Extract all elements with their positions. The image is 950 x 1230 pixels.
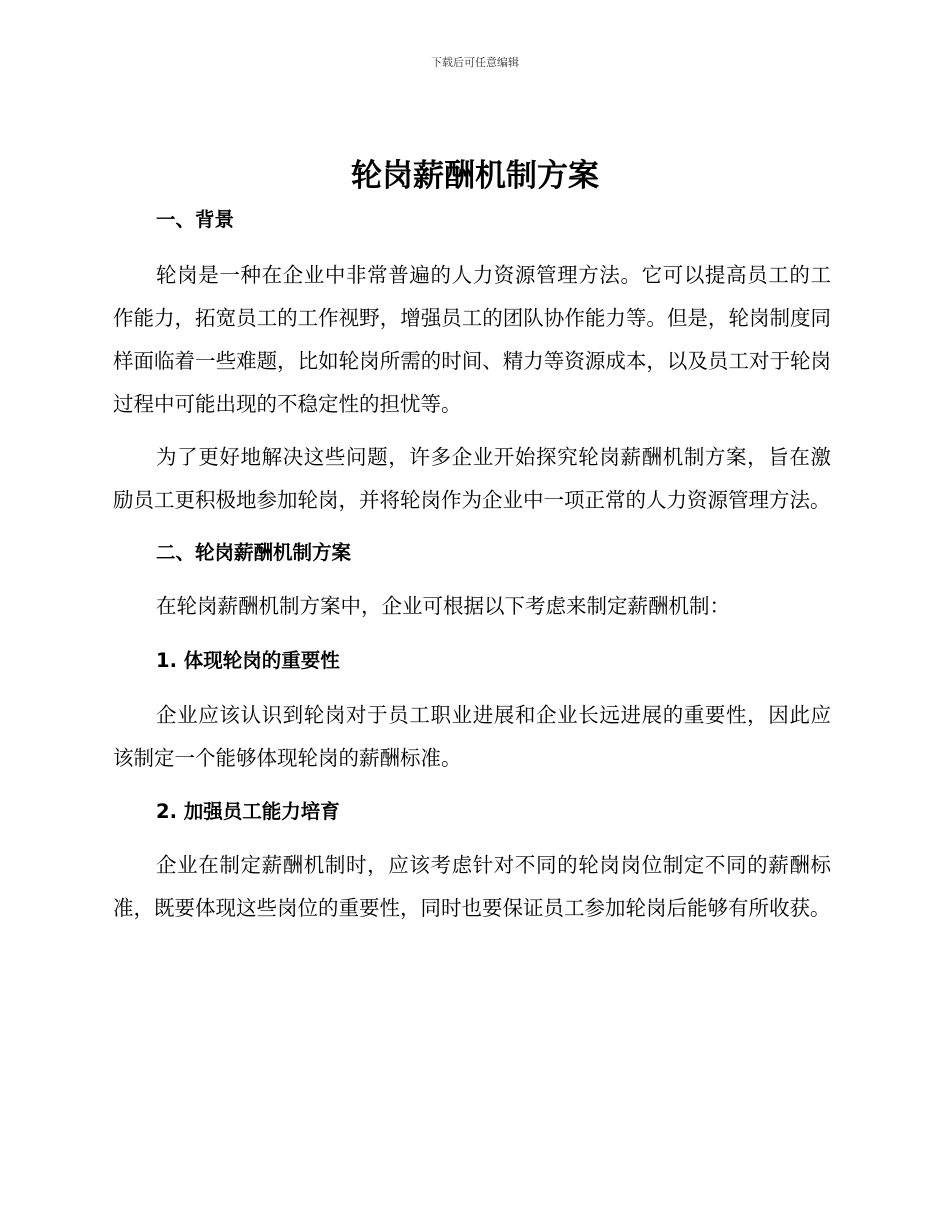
header-note: 下载后可任意编辑 [431, 56, 519, 69]
item-2-paragraph: 企业在制定薪酬机制时，应该考虑针对不同的轮岗岗位制定不同的薪酬标准，既要体现这些岗位的重要性，同时也要保证员工参加轮岗后能够有所收获。 [113, 853, 831, 920]
background-paragraph-2: 为了更好地解决这些问题，许多企业开始探究轮岗薪酬机制方案，旨在激励员工更积极地参加轮岗，并将轮岗作为企业中一项正常的人力资源管理方法。 [113, 445, 831, 512]
item-1-paragraph: 企业应该认识到轮岗对于员工职业进展和企业长远进展的重要性，因此应该制定一个能够体现轮岗的薪酬标准。 [113, 703, 831, 770]
background-paragraph-1: 轮岗是一种在企业中非常普遍的人力资源管理方法。它可以提高员工的工作能力，拓宽员工的工作视野，增强员工的团队协作能力等。但是，轮岗制度同样面临着一些难题，比如轮岗所需的时间、精力等资源成本，以及员工对于轮岗过程中可能出现的不稳定性的担忧等。 [113, 263, 831, 416]
subheading-item-1: 1. 体现轮岗的重要性 [156, 649, 340, 672]
section-heading-background: 一、背景 [156, 208, 235, 231]
document-body [113, 199, 831, 930]
subheading-item-2: 2. 加强员工能力培育 [156, 800, 340, 823]
section-heading-plan: 二、轮岗薪酬机制方案 [156, 541, 352, 564]
plan-intro-paragraph: 在轮岗薪酬机制方案中，企业可根据以下考虑来制定薪酬机制： [156, 594, 730, 618]
document-title: 轮岗薪酬机制方案 [351, 158, 599, 194]
